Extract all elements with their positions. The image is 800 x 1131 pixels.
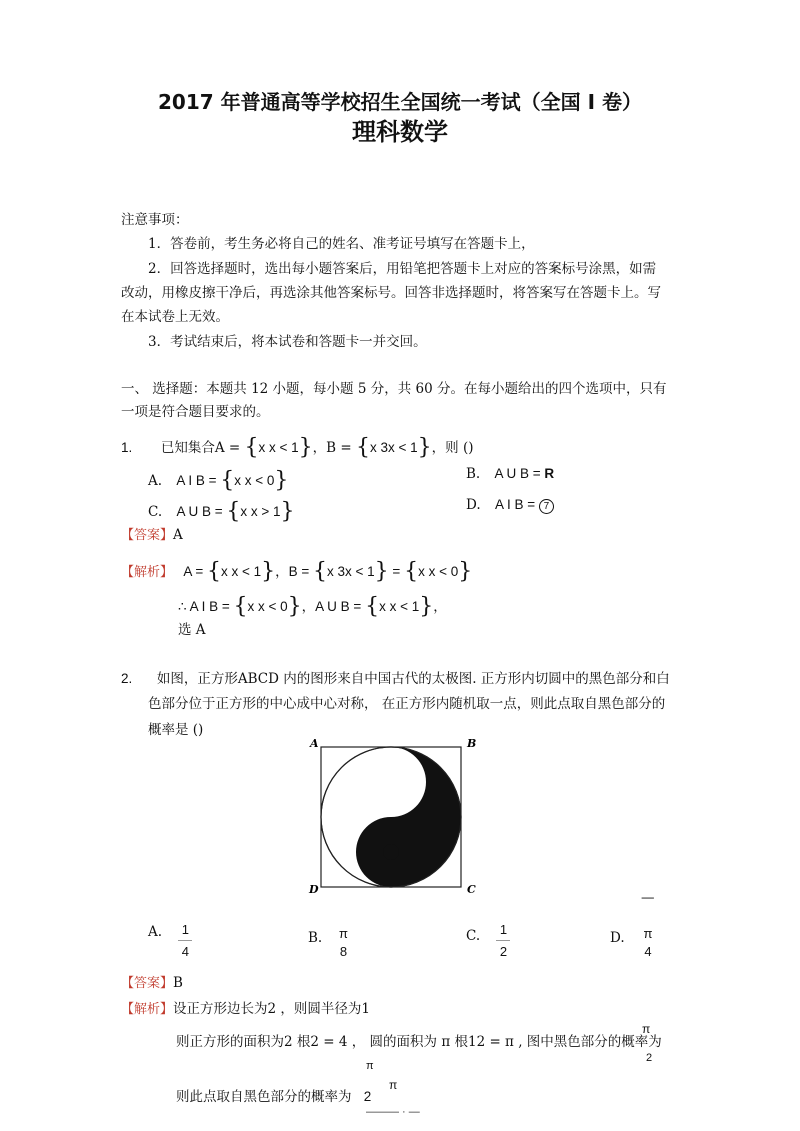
q2-answer: 【答案】B [121,975,183,991]
question-number: 1. [121,440,133,455]
q2-analysis-line-3-pi: π [389,1078,398,1092]
question-2-line-2: 色部分位于正方形的中心成中心对称， 在正方形内随机取一点，则此点取自黑色部分的 [148,696,666,712]
black-dot [383,844,399,860]
corner-label-b: B [467,737,477,750]
fraction: $\frac{1}{2}$ [496,922,510,959]
answer-tag: 【答案】 [121,976,174,991]
corner-label-c: C [467,883,476,896]
q1-set-a: x x < 1 [258,440,299,455]
answer-tag: 【答案】 [121,528,174,543]
notice-item-1: 1．答卷前，考生务必将自己的姓名、准考证号填写在答题卡上， [148,236,535,252]
question-1: 1. 已知集合A = {x x < 1}，B = {x 3x < 1}，则 () [121,435,474,460]
question-2-line-3: 概率是 () [148,722,204,738]
option-label: A. [148,924,163,940]
corner-label-a: A [310,737,319,750]
circled-symbol: 7 [539,499,554,514]
q2-analysis-line-4: ——— · — [366,1106,420,1118]
notice-item-3: 3．考试结束后，将本试卷和答题卡一并交回。 [148,334,427,350]
q2-analysis-line-2: 则正方形的面积为2 根2 = 4 ， 圆的面积为 π 根12 = π , 图中黑色部分的概率为 [176,1034,662,1050]
q1-analysis-line-1: 【解析】 A = {x x < 1}，B = {x 3x < 1} = {x x < 0} [121,559,473,584]
q2-option-a[interactable] [148,922,192,960]
section-heading-line-1: 一、 选择题：本题共 12 小题，每小题 5 分，共 60 分。在每小题给出的四个选项中，只有 [121,381,667,397]
option-label: D. [466,497,481,513]
notice-item-2-line-1: 2．回答选择题时，选出每小题答案后，用铅笔把答题卡上对应的答案标号涂黑，如需 [148,261,657,277]
fraction: π 8 [339,926,348,959]
white-dot [383,774,399,790]
q1-option-a[interactable]: A. A I B = {x x < 0} [148,468,289,493]
q2-option-d[interactable] [610,926,655,960]
q1-answer: 【答案】A [121,527,183,543]
notice-heading: 注意事项： [121,212,189,228]
analysis-tag: 【解析】 [121,565,174,580]
q1-analysis-line-3: 选 A [178,622,206,638]
q1-option-b[interactable]: B. A U B = R [466,466,555,482]
exam-subtitle: 理科数学 [352,118,448,146]
question-2-line-1: 2. 如图，正方形ABCD 内的图形来自中国古代的太极图. 正方形内切圆中的黑色部分和白 [121,671,670,687]
option-label: C. [466,928,481,944]
notice-item-2-line-2: 改动，用橡皮擦干净后，再选涂其他答案标号。回答非选择题时，将答案写在答题卡上。写 [121,285,661,301]
q2-option-c[interactable] [466,922,510,960]
q1-stem-a: 已知集合A = [160,440,245,456]
q1-set-b: x 3x < 1 [370,440,418,455]
q2-analysis-line-2-two: 2 [646,1052,653,1064]
section-heading-line-2: 一项是符合题目要求的。 [121,404,270,420]
q2-analysis-line-2-pi: π [642,1022,651,1036]
corner-label-d: D [309,883,319,896]
q1-stem-c: ，则 () [431,440,474,456]
q1-analysis-line-2: ∴ A I B = {x x < 0}，A U B = {x x < 1}， [178,594,447,619]
option-label: B. [308,930,323,946]
option-label: B. [466,466,481,482]
option-label: C. [148,504,163,520]
q2-analysis-line-3-pi-top: π [366,1060,374,1072]
taiji-symbol [321,747,461,887]
q1-option-d[interactable]: D. A I B = 7 [466,497,554,514]
q1-option-c[interactable]: C. A U B = {x x > 1} [148,499,295,524]
exam-title: 2017 年普通高等学校招生全国统一考试（全国 I 卷） [158,90,642,114]
stray-dash: — [641,890,655,906]
option-label: A. [148,473,163,489]
q1-stem-b: ，B = [312,440,356,456]
fraction: π 4 [643,926,653,959]
q2-analysis-line-1: 【解析】设正方形边长为2 ，则圆半径为1 [121,1001,370,1017]
question-number: 2. [121,671,133,686]
notice-item-2-line-3: 在本试卷上无效。 [121,309,229,325]
option-label: D. [610,930,625,946]
analysis-tag: 【解析】 [121,1002,174,1017]
q2-analysis-line-3: 则此点取自黑色部分的概率为 2 [176,1089,372,1105]
q2-option-b[interactable] [308,926,351,960]
taiji-figure [306,736,486,896]
fraction: $\frac{1}{4}$ [178,922,192,959]
